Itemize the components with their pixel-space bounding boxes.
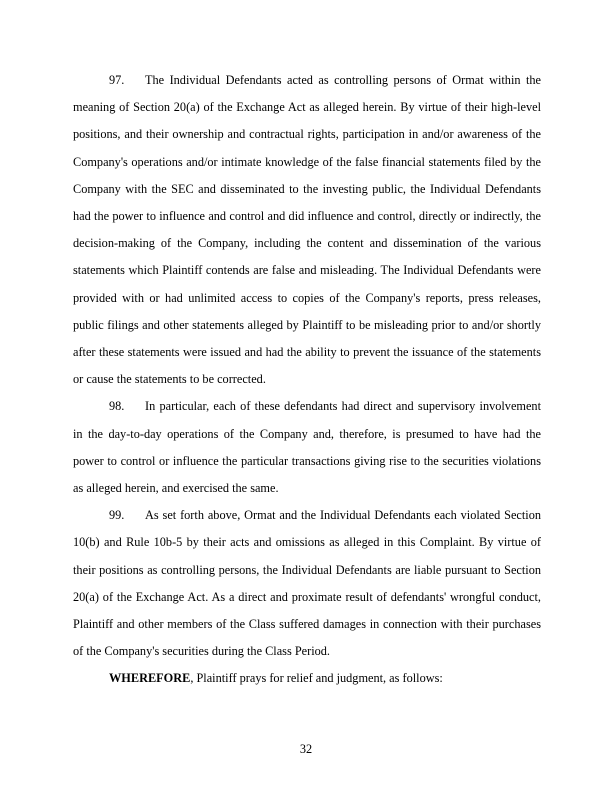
page-number: 32	[299, 742, 313, 756]
paragraph-number: 98.	[109, 399, 125, 414]
paragraph-text: The Individual Defendants acted as controlling persons of Ormat within the meaning of Section 20(a) of the Exchange Act as alleged herein. By virtue of their high-level positions, and their ownership and contractual rights, participation in and/or awareness of the Company's operations and/or intimate knowledge of the false financial statements filed by the Company with the SEC and disseminated to the investing public, the Individual Defendants had the power to influence and control and did influence and control, directly or indirectly, the decision-making of the Company, including the content and dissemination of the various statements which Plaintiff contends are false and misleading. The Individual Defendants were provided with or had unlimited access to copies of the Company's reports, press releases, public filings and other statements alleged by Plaintiff to be misleading prior to and/or shortly after these statements were issued and had the ability to prevent the issuance of the statements or cause the statements to be corrected.	[73, 73, 541, 387]
wherefore-text: , Plaintiff prays for relief and judgment, as follows:	[190, 671, 443, 686]
wherefore-clause	[73, 665, 541, 692]
document-body	[73, 67, 541, 693]
paragraph-text: In particular, each of these defendants had direct and supervisory involvement in the day-to-day operations of the Company and, therefore, is presumed to have had the power to control or influence the particular transactions giving rise to the securities violations as alleged herein, and exercised the same.	[73, 399, 541, 496]
paragraph-text: As set forth above, Ormat and the Individual Defendants each violated Section 10(b) and Rule 10b-5 by their acts and omissions as alleged in this Complaint. By virtue of their positions as controlling persons, the Individual Defendants are liable pursuant to Section 20(a) of the Exchange Act. As a direct and proximate result of defendants' wrongful conduct, Plaintiff and other members of the Class suffered damages in connection with their purchases of the Company's securities during the Class Period.	[73, 508, 541, 659]
paragraph-98	[73, 393, 541, 502]
paragraph-number: 97.	[109, 73, 125, 87]
paragraph-99	[73, 502, 541, 665]
wherefore-lead: WHEREFORE	[109, 671, 191, 686]
paragraph-97	[73, 67, 541, 393]
paragraph-number: 99.	[109, 508, 125, 523]
